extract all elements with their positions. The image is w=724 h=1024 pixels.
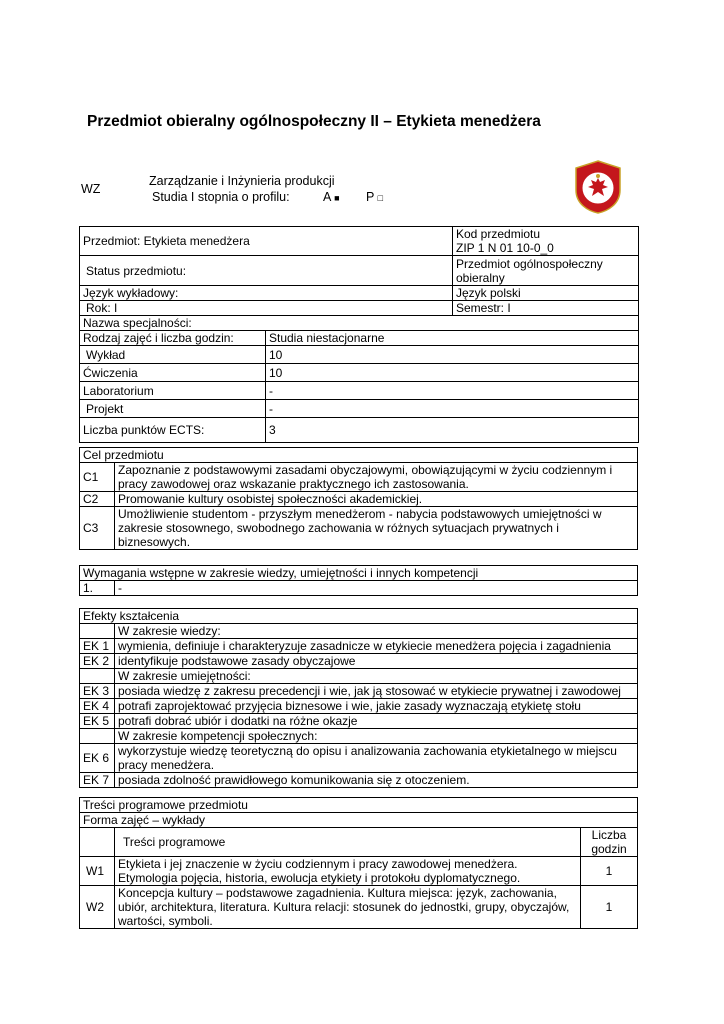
goals-header: Cel przedmiotu — [80, 448, 638, 463]
field-of-study: Zarządzanie i Inżynieria produkcji — [149, 174, 335, 188]
empty-cell — [80, 669, 115, 684]
outcome-text: posiada zdolność prawidłowego komunikowania się z otoczeniem. — [115, 773, 638, 788]
course-goals-table — [79, 447, 638, 550]
profile-label: Studia I stopnia o profilu: — [152, 190, 290, 204]
year-label: Rok: I — [80, 301, 453, 316]
goal-text: Zapoznanie z podstawowymi zasadami obyczajowymi, obowiązującymi w życiu codziennym i pracy zawodowej oraz wskazanie praktycznego ich zastosowania. — [115, 463, 638, 492]
requirements-header: Wymagania wstępne w zakresie wiedzy, umiejętności i innych kompetencji — [80, 566, 638, 581]
program-contents-table — [79, 797, 638, 929]
filled-square-icon: ■ — [334, 193, 340, 203]
outcome-code: EK 7 — [80, 773, 115, 788]
outcome-code: EK 1 — [80, 639, 115, 654]
outcome-text: posiada wiedzę z zakresu precedencji i wie, jak ją stosować w etykiecie prywatnej i zawodowej — [115, 684, 638, 699]
requirements-table — [79, 565, 638, 596]
hours-row-label: Wykład — [80, 346, 266, 364]
outcome-text: wykorzystuje wiedzę teoretyczną do opisu i analizowania zachowania etykietalnego w miejscu pracy menedżera. — [115, 744, 638, 773]
class-type-value: Studia niestacjonarne — [266, 331, 639, 346]
subject-name: Przedmiot: Etykieta menedżera — [80, 227, 453, 256]
hours-row-label: Projekt — [80, 400, 266, 418]
university-eagle-logo-icon — [574, 160, 622, 214]
content-text: Etykieta i jej znaczenie w życiu codziennym i pracy zawodowej menedżera. Etymologia pojęcia, historia, ewolucja etykiety i protokołu dyplomatycznego. — [115, 857, 581, 886]
goal-code: C1 — [80, 463, 115, 492]
status-value: Przedmiot ogólnospołeczny obieralny — [453, 256, 639, 286]
language-value: Język polski — [453, 286, 639, 301]
contents-column-header: Treści programowe — [115, 828, 581, 857]
content-code: W2 — [80, 886, 115, 929]
hours-row-value: 10 — [266, 364, 639, 382]
hours-row-value: - — [266, 382, 639, 400]
empty-cell — [80, 729, 115, 744]
hours-row-value: 10 — [266, 346, 639, 364]
specialty-label: Nazwa specjalności: — [80, 316, 639, 331]
outcome-text: potrafi dobrać ubiór i dodatki na różne okazje — [115, 714, 638, 729]
outcome-text: potrafi zaprojektować przyjęcia biznesowe i wie, jakie zasady wyznaczają etykietę stołu — [115, 699, 638, 714]
language-label: Język wykładowy: — [80, 286, 453, 301]
content-hours: 1 — [581, 886, 638, 929]
hours-row-label: Ćwiczenia — [80, 364, 266, 382]
page-title: Przedmiot obieralny ogólnospołeczny II – Etykieta menedżera — [87, 113, 541, 130]
profile-a-label: A — [323, 190, 331, 204]
competence-label: W zakresie kompetencji społecznych: — [115, 729, 638, 744]
profile-a — [323, 190, 340, 204]
semester-label: Semestr: I — [453, 301, 639, 316]
ects-value: 3 — [266, 418, 639, 443]
goal-code: C2 — [80, 492, 115, 507]
knowledge-label: W zakresie wiedzy: — [115, 624, 638, 639]
requirement-code: 1. — [80, 581, 115, 596]
outcome-code: EK 2 — [80, 654, 115, 669]
goal-text: Promowanie kultury osobistej społeczności akademickiej. — [115, 492, 638, 507]
skills-label: W zakresie umiejętności: — [115, 669, 638, 684]
content-code: W1 — [80, 857, 115, 886]
outcome-code: EK 5 — [80, 714, 115, 729]
outcome-text: identyfikuje podstawowe zasady obyczajowe — [115, 654, 638, 669]
ects-label: Liczba punktów ECTS: — [80, 418, 266, 443]
content-text: Koncepcja kultury – podstawowe zagadnienia. Kultura miejsca: język, zachowania, ubiór, architektura, literatura. Kultura relacji: stosunek do jednostki, grupy, obyczajów, wartości, symboli. — [115, 886, 581, 929]
hours-row-label: Laboratorium — [80, 382, 266, 400]
profile-p — [366, 190, 383, 204]
outcome-text: wymienia, definiuje i charakteryzuje zasadnicze w etykiecie menedżera pojęcia i zagadnienia — [115, 639, 638, 654]
profile-p-label: P — [366, 190, 375, 204]
outcome-code: EK 3 — [80, 684, 115, 699]
content-hours: 1 — [581, 857, 638, 886]
class-type-label: Rodzaj zajęć i liczba godzin: — [80, 331, 266, 346]
hours-column-header: Liczba godzin — [581, 828, 638, 857]
goal-text: Umożliwienie studentom - przyszłym menedżerom - nabycia podstawowych umiejętności w zakresie stosownego, swobodnego zachowania w różnych sytuacjach prywatnych i biznesowych. — [115, 507, 638, 550]
contents-header: Treści programowe przedmiotu — [80, 798, 638, 813]
code-label: Kod przedmiotu — [456, 227, 541, 241]
contents-form: Forma zajęć – wykłady — [80, 813, 638, 828]
outcome-code: EK 6 — [80, 744, 115, 773]
course-info-table — [79, 226, 639, 443]
status-label: Status przedmiotu: — [80, 256, 453, 286]
course-code-cell — [453, 227, 639, 256]
empty-cell — [80, 624, 115, 639]
goal-code: C3 — [80, 507, 115, 550]
learning-outcomes-table — [79, 608, 638, 788]
outcome-code: EK 4 — [80, 699, 115, 714]
outcomes-header: Efekty kształcenia — [80, 609, 638, 624]
code-value: ZIP 1 N 01 10-0_0 — [456, 241, 554, 255]
hours-row-value: - — [266, 400, 639, 418]
empty-square-icon: □ — [377, 193, 384, 203]
empty-cell — [80, 828, 115, 857]
unit-code: WZ — [81, 182, 101, 196]
requirement-text: - — [115, 581, 638, 596]
